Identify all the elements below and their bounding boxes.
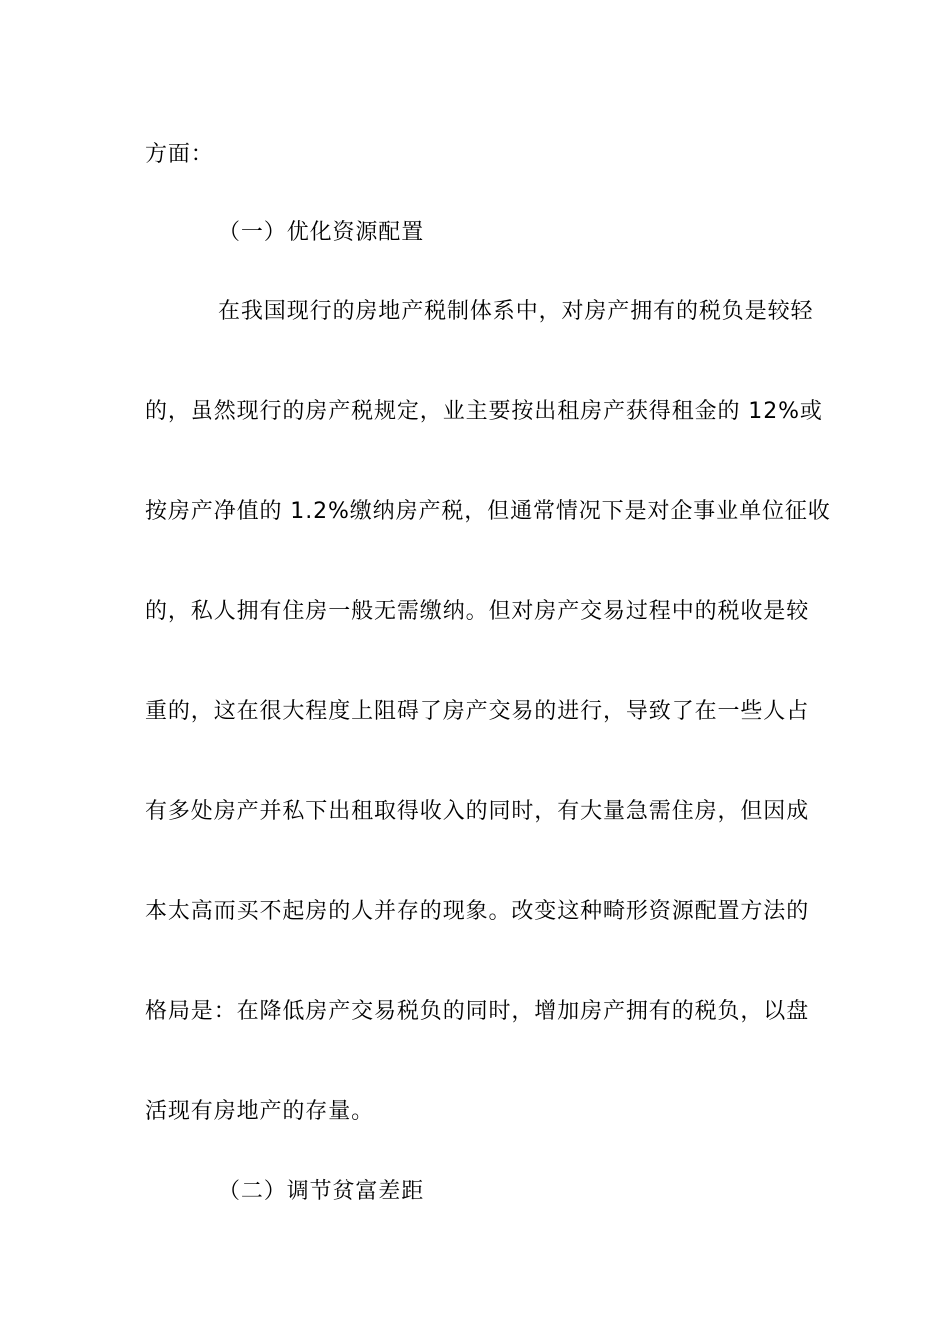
paragraph-line: 的，虽然现行的房产税规定，业主要按出租房产获得租金的 12%或 [145,399,823,424]
paragraph-line: 的，私人拥有住房一般无需缴纳。但对房产交易过程中的税收是较 [145,599,810,624]
paragraph-line: 按房产净值的 1.2%缴纳房产税，但通常情况下是对企事业单位征收 [145,499,831,524]
paragraph-line-continuation: 方面： [145,142,214,167]
section-heading-2: （二）调节贫富差距 [218,1179,425,1204]
paragraph-line: 重的，这在很大程度上阻碍了房产交易的进行，导致了在一些人占 [145,699,810,724]
paragraph-line: 格局是：在降低房产交易税负的同时，增加房产拥有的税负，以盘 [145,999,810,1024]
paragraph-line-last: 活现有房地产的存量。 [145,1099,375,1124]
paragraph-line: 有多处房产并私下出租取得收入的同时，有大量急需住房，但因成 [145,799,810,824]
paragraph-line: 本太高而买不起房的人并存的现象。改变这种畸形资源配置方法的 [145,899,810,924]
section-heading-1: （一）优化资源配置 [218,220,425,245]
paragraph-line-first: 在我国现行的房地产税制体系中，对房产拥有的税负是较轻 [218,299,814,324]
